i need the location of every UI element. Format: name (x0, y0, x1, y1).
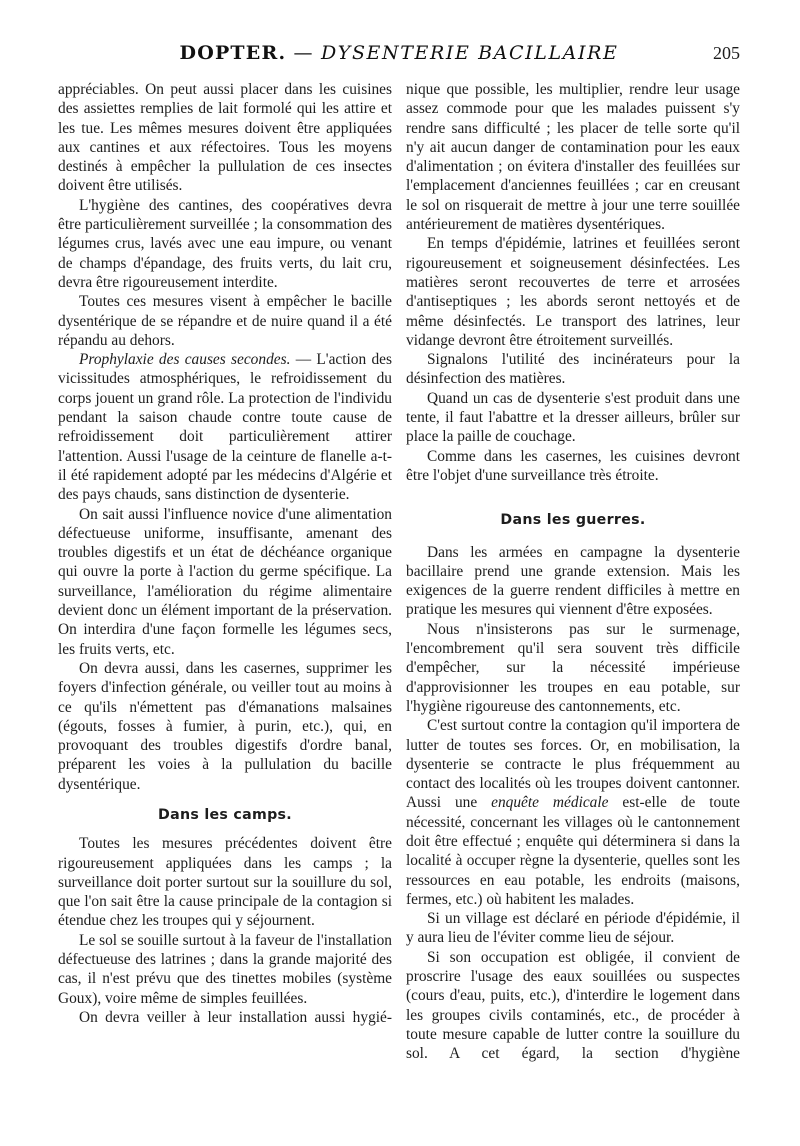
paragraph-text: L'action des vicissitudes atmosphériques, le refroidissement du corps jouent un grand rôle. La protection de l'individu pendant la saison chaude contre toute cause de refroidissement doit particulièrement attirer l'attention. Aussi l'usage de la ceinture de flanelle a-t-il été rapidement adopté par les médecins d'Algérie et des pays chauds, sans distinction de dysenterie. (58, 351, 392, 504)
paragraph: Quand un cas de dysenterie s'est produit dans une tente, il faut l'abattre et la dresser ailleurs, brûler sur place la paille de couchage. (406, 389, 740, 446)
paragraph: On devra veiller à leur installation aussi hygié- (79, 1008, 392, 1026)
paragraph: Dans les armées en campagne la dysenterie bacillaire prend une grande extension. Mais les exigences de la guerre rendent difficiles à mettre en pratique les mesures qui viennent d'être exposées. (406, 543, 740, 619)
paragraph: nique que possible, les multiplier, rendre leur usage assez commode pour que les malades puissent s'y rendre sans difficulté ; les placer de telle sorte qu'il n'y ait aucun danger de contamination pour les eaux d'alimentation ; on évitera d'installer des feuillées sur l'emplacement d'anciennes feuillées ; car en creusant le sol on risquerait de mettre à jour une terre souillée antérieurement de matières dysentériques. (406, 81, 740, 234)
paragraph-text: est-elle de toute nécessité, concernant les villages où le cantonnement doit être effectué ; enquête qui déterminera si dans la localité à occuper règne la dysenterie, quelles sont les ressources en eau potable, les endroits (maisons, fermes, etc.) où habitent les malades. (406, 794, 740, 908)
paragraph: appréciables. On peut aussi placer dans les cuisines des assiettes remplies de lait formolé qui les attire et les tue. Les mêmes mesures doivent être appliquées aux cantines et aux réfectoires. Tous les moyens destinés à empêcher la pullulation de ces insectes doivent être utilisés. (58, 81, 392, 195)
section-heading: Dans les guerres. (500, 512, 646, 529)
paragraph: Toutes ces mesures visent à empêcher le bacille dysentérique de se répandre et de nuire quand il a été répandu au dehors. (58, 293, 392, 349)
right-column (406, 80, 740, 1064)
paragraph: Toutes les mesures précédentes doivent être rigoureusement appliquées dans les camps ; la surveillance doit porter surtout sur la souillure du sol, que l'on sait être la cause principale de la contagion si étendue chez les troupes qui y séjournent. (58, 835, 392, 930)
paragraph: On devra aussi, dans les casernes, supprimer les foyers d'infection générale, ou veiller tout au moins à ce qu'ils n'émettent pas d'émanations malsaines (égouts, fosses à fumier, à purin, etc.), qui, en provoquant des troubles digestifs d'ordre banal, préparent les voies à la pullulation du bacille dysentérique. (58, 659, 392, 793)
paragraph (406, 716, 740, 909)
paragraph: Le sol se souille surtout à la faveur de l'installation défectueuse des latrines ; dans la grande majorité des cas, il n'est prévu que des tinettes mobiles (système Goux), voire même de simples feuillées. (58, 931, 392, 1007)
paragraph: Si un village est déclaré en période d'épidémie, il y aura lieu de l'éviter comme lieu de séjour. (406, 910, 740, 947)
paragraph-text: C'est surtout contre la contagion qu'il importera de lutter de toutes ses forces. Or, en mobilisation, la dysenterie se contracte le plus fréquemment au contact des localités où les troupes doivent cantonner. Aussi une (406, 717, 740, 812)
section-heading: Dans les camps. (158, 806, 292, 823)
paragraph: En temps d'épidémie, latrines et feuillées seront rigoureusement et soigneusement désinfectées. Les matières seront recouvertes de terre et arrosées d'antiseptiques ; les abords seront nettoyés et de même désinfectés. Le transport des latrines, leur vidange devront être étroitement surveillés. (406, 235, 740, 349)
run-in-heading: Prophylaxie des causes secondes. (79, 351, 291, 369)
running-head-title: DYSENTERIE BACILLAIRE (320, 42, 619, 64)
page-number: 205 (713, 43, 740, 63)
paragraph (58, 350, 392, 504)
paragraph: Signalons l'utilité des incinérateurs pour la désinfection des matières. (406, 351, 740, 388)
paragraph: L'hygiène des cantines, des coopératives devra être particulièrement surveillée ; la consommation des légumes crus, lavés avec une eau impure, ou venant de champs d'épandage, des fruits verts, du lait cru, devra être rigoureusement interdite. (58, 196, 392, 291)
paragraph: Nous n'insisterons pas sur le surmenage, l'encombrement qu'il sera souvent très difficile d'empêcher, sur la nécessité impérieuse d'approvisionner les troupes en eau potable, sur l'hygiène rigoureuse des cantonnements, etc. (406, 620, 740, 715)
em-dash: — (290, 351, 317, 369)
italic-term: enquête médicale (491, 794, 609, 812)
paragraph: Comme dans les casernes, les cuisines devront être l'objet d'une surveillance très étroite. (406, 447, 740, 484)
left-column (58, 80, 392, 1027)
running-head (58, 42, 740, 64)
running-head-author: DOPTER. (179, 42, 287, 64)
paragraph: Si son occupation est obligée, il convient de proscrire l'usage des eaux souillées ou suspectes (cours d'eau, puits, etc.), d'interdire le logement dans les groupes civils contaminés, etc., de procéder à toute mesure capable de lutter contre la souillure du sol. A cet égard, la section d'hygiène (406, 948, 740, 1063)
page-header (58, 42, 740, 76)
running-head-separator: — (293, 42, 314, 64)
paragraph: On sait aussi l'influence novice d'une alimentation défectueuse uniforme, insuffisante, amenant des troubles digestifs et un état de déchéance organique qui ouvre la porte à l'action du germe spécifique. La surveillance, l'amélioration du régime alimentaire devient donc un élément important de la préservation. On interdira d'une façon formelle les légumes secs, les fruits verts, etc. (58, 505, 392, 658)
